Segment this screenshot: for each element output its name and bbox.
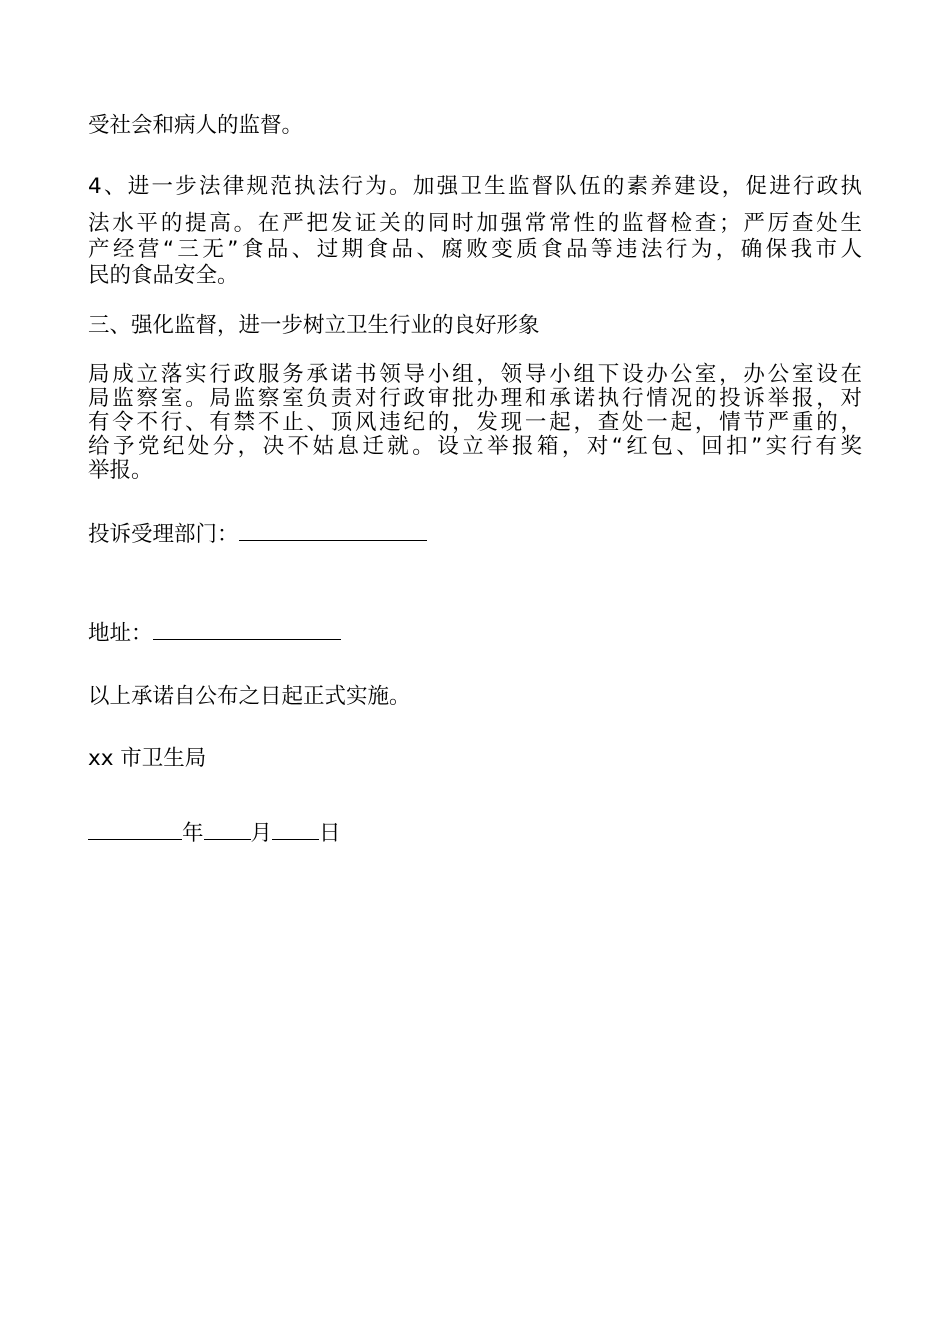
month-label: 月 (250, 821, 273, 846)
day-blank (272, 821, 319, 840)
date-line (88, 821, 341, 847)
complaint-dept-blank (239, 522, 427, 541)
paragraph-line: 给予党纪处分，决不姑息迁就。设立举报箱，对“红包、回扣”实行有奖 (88, 434, 862, 459)
paragraph-line: 局监察室。局监察室负责对行政审批办理和承诺执行情况的投诉举报，对 (88, 386, 862, 411)
address-label: 地址： (88, 621, 153, 646)
address-field (88, 621, 341, 647)
paragraph-line: 有令不行、有禁不止、顶风违纪的，发现一起，查处一起，情节严重的， (88, 410, 862, 435)
complaint-dept-field (88, 522, 427, 548)
effective-statement: 以上承诺自公布之日起正式实施。 (88, 684, 411, 709)
month-blank (204, 821, 251, 840)
year-blank (88, 821, 182, 840)
paragraph-line: 产经营“三无”食品、过期食品、腐败变质食品等违法行为，确保我市人 (88, 237, 862, 262)
year-label: 年 (182, 821, 204, 846)
paragraph-line: 举报。 (88, 458, 153, 483)
address-blank (153, 621, 341, 640)
day-label: 日 (319, 821, 341, 846)
paragraph-line: 4、进一步法律规范执法行为。加强卫生监督队伍的素养建设，促进行政执 (88, 174, 862, 199)
paragraph-line: 法水平的提高。在严把发证关的同时加强常常性的监督检查；严厉查处生 (88, 211, 862, 236)
paragraph-line: 受社会和病人的监督。 (88, 113, 304, 138)
paragraph-line: 民的食品安全。 (88, 263, 239, 288)
paragraph-line: 局成立落实行政服务承诺书领导小组，领导小组下设办公室，办公室设在 (88, 362, 862, 387)
section-heading: 三、强化监督，进一步树立卫生行业的良好形象 (88, 313, 540, 338)
issuer-name: xx 市卫生局 (88, 746, 207, 771)
complaint-dept-label: 投诉受理部门： (88, 522, 239, 547)
